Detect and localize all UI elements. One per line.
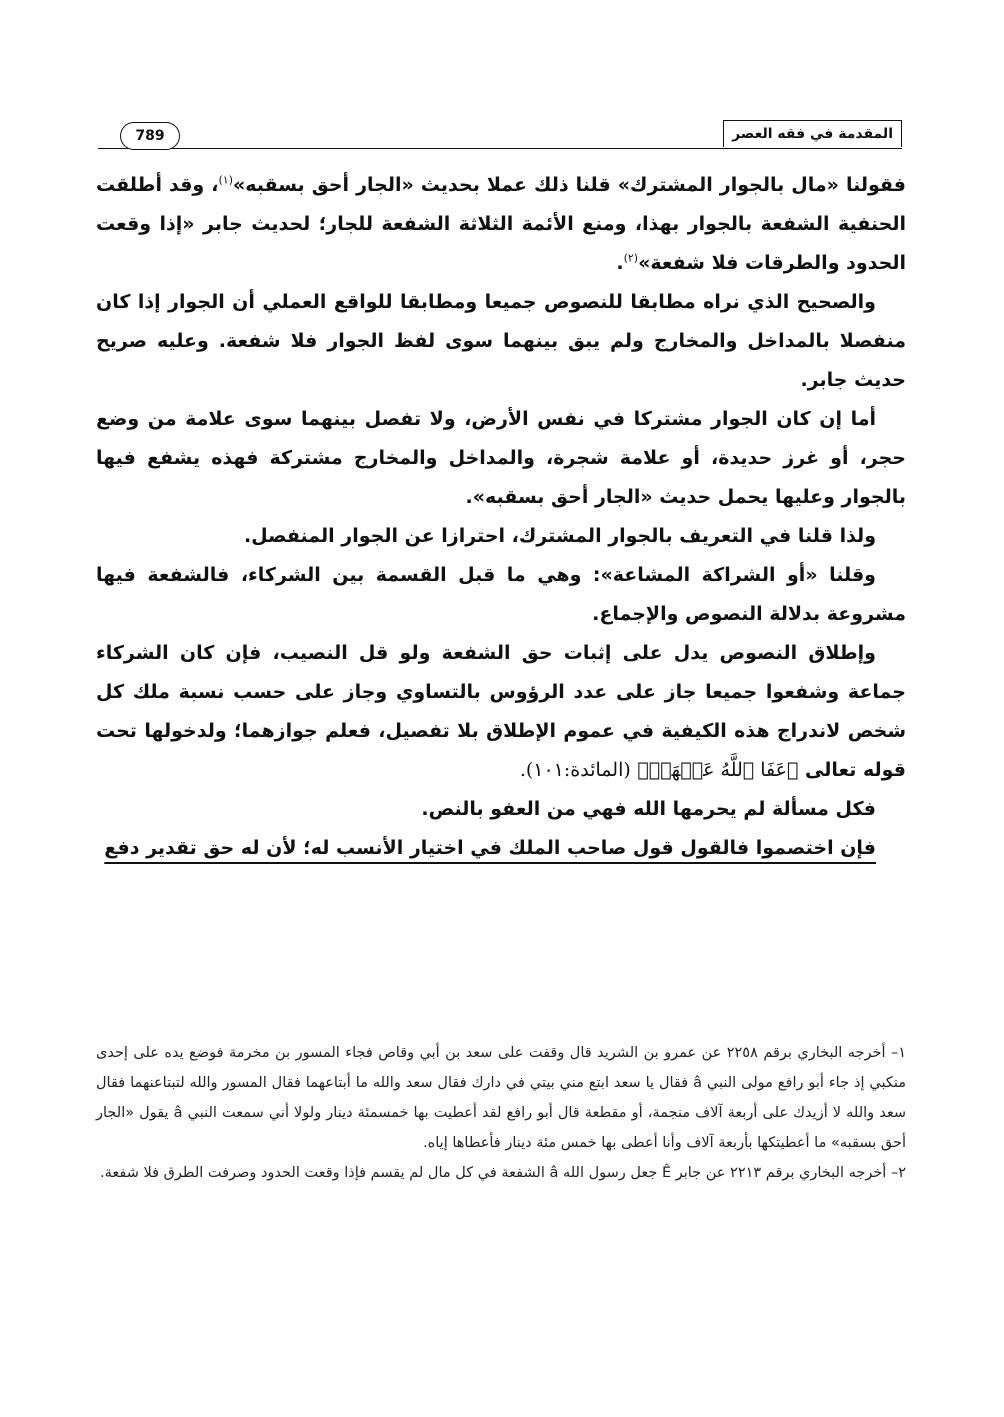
paragraph-5: وقلنا «أو الشراكة المشاعة»: وهي ما قبل القسمة بين الشركاء، فالشفعة فيها مشروعة بدلالة النصوص والإجماع. (96, 564, 906, 625)
footnotes (96, 1038, 906, 1188)
paragraph-6-text: وإطلاق النصوص يدل على إثبات حق الشفعة ولو قل النصيب، فإن كان الشركاء جماعة وشفعوا جميعا جاز على عدد الرؤوس بالتساوي وجاز على حسب نسبة ملك كل شخص لاندراج هذه الكيفية في عموم الإطلاق بلا تفصيل، فعلم جوازهما؛ ولدخولها تحت قوله تعالى (96, 642, 906, 781)
footnote-ref-2[interactable]: (٢) (623, 251, 639, 265)
paragraph-7: فكل مسألة لم يحرمها الله فهي من العفو بالنص. (421, 798, 876, 820)
verse-citation: (المائدة:١٠١). (519, 759, 631, 781)
footnote-ref-1[interactable]: (١) (218, 173, 233, 187)
paragraph-3: أما إن كان الجوار مشتركا في نفس الأرض، ولا تفصل بينهما سوى علامة من وضع حجر، أو غرز حديدة، أو علامة شجرة، والمداخل والمخارج مشتركة فهذه يشفع فيها بالجوار وعليها يحمل حديث «الجار أحق بسقبه». (96, 408, 906, 508)
page-number: 789 (120, 122, 180, 150)
footnote-2: ٢– أخرجه البخاري برقم ٢٢١٣ عن جابر Ê جعل رسول الله â الشفعة في كل مال لم يقسم فإذا وقعت الحدود وصرفت الطرق فلا شفعة. (100, 1165, 906, 1181)
paragraph-1-text: فقولنا «مال بالجوار المشترك» قلنا ذلك عملا بحديث «الجار أحق بسقبه» (232, 174, 906, 196)
paragraph-6 (96, 634, 906, 790)
paragraph-1-continuation: ، وقد أطلقت الحنفية الشفعة بالجوار بهذا، ومنع الأئمة الثلاثة الشفعة للجار؛ لحديث جابر «إذا وقعت الحدود والطرقات فلا شفعة» (96, 174, 906, 274)
paragraph-2: والصحيح الذي نراه مطابقا للنصوص جميعا ومطابقا للواقع العملي أن الجوار إذا كان منفصلا بالمداخل والمخارج ولم يبق بينهما سوى لفظ الجوار فلا شفعة. وعليه صريح حديث جابر. (96, 291, 906, 391)
paragraph-1 (96, 166, 906, 283)
quran-verse: ﴿عَفَا ٱللَّهُ عَنۡهَاۗ﴾ (637, 759, 799, 781)
book-title: المقدمة في فقه العصر (723, 120, 902, 147)
paragraph-8-text: فإن اختصموا فالقول قول صاحب الملك في اختيار الأنسب له؛ لأن له حق تقدير دفع (104, 837, 876, 859)
paragraph-4: ولذا قلنا في التعريف بالجوار المشترك، احترازا عن الجوار المنفصل. (243, 525, 876, 547)
paragraph-1-end: . (616, 252, 624, 274)
header-rule (98, 148, 902, 149)
page-header (98, 118, 902, 152)
footnote-1: ١– أخرجه البخاري برقم ٢٢٥٨ عن عمرو بن الشريد قال وقفت على سعد بن أبي وقاص فجاء المسور بن مخرمة فوضع يده على إحدى منكبي إذ جاء أبو رافع مولى النبي â فقال يا سعد ابتع مني بيتي في دارك فقال سعد والله ما أبتاعهما فقال المسور والله لتبتاعنهما فقال سعد والله لا أزيدك على أربعة آلاف منجمة، أو مقطعة قال أبو رافع لقد أعطيت بها خمسمئة دينار ولولا أني سمعت النبي â يقول «الجار أحق بسقبه» ما أعطيتكها بأربعة آلاف وأنا أعطى بها خمس مئة دينار فأعطاها إياه. (96, 1045, 907, 1151)
main-text (96, 166, 906, 868)
paragraph-8 (96, 829, 906, 868)
